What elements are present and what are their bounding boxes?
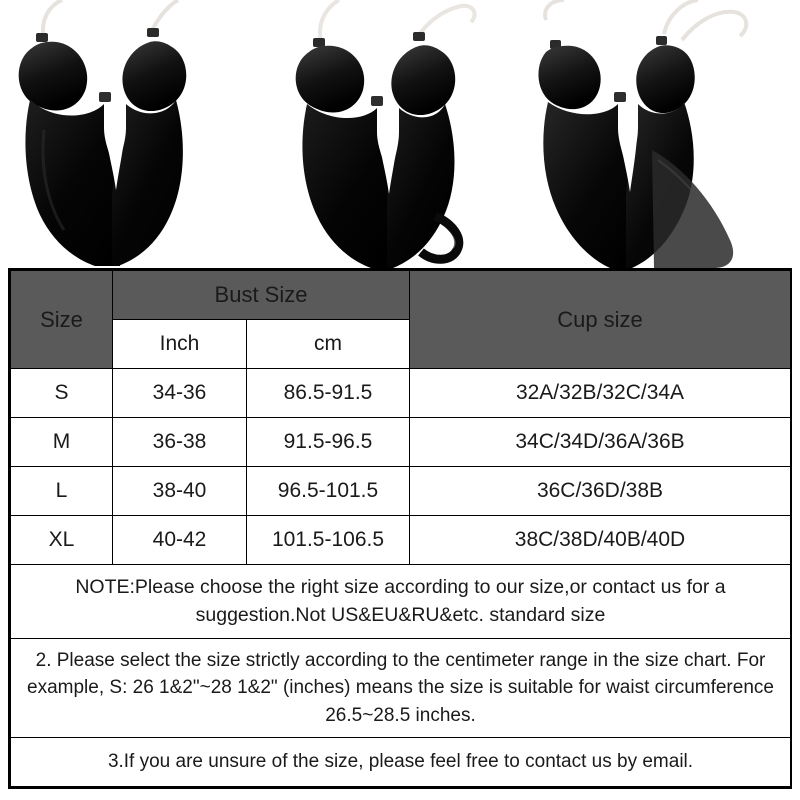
cell-size: S — [11, 369, 113, 418]
note-row-2 — [11, 638, 791, 738]
cell-size: L — [11, 467, 113, 516]
subheader-cm: cm — [247, 320, 410, 369]
cell-cm: 91.5-96.5 — [247, 418, 410, 467]
note-text-1: NOTE:Please choose the right size according to our size,or contact us for a suggestion.Not US&EU&RU&etc. standard size — [11, 565, 791, 639]
table-row — [11, 516, 791, 565]
note-row-1 — [11, 565, 791, 639]
cell-size: M — [11, 418, 113, 467]
note-text-2: 2. Please select the size strictly according to the centimeter range in the size chart. For example, S: 26 1&2"~28 1&2" (inches) means the size is suitable for waist circumference 26.5~28.5 inches. — [11, 638, 791, 738]
cell-cm: 101.5-106.5 — [247, 516, 410, 565]
product-image-angled — [267, 0, 533, 268]
cell-inch: 40-42 — [113, 516, 247, 565]
table-row — [11, 418, 791, 467]
cell-cup: 36C/36D/38B — [410, 467, 791, 516]
product-image-strip — [0, 0, 800, 268]
cell-inch: 38-40 — [113, 467, 247, 516]
product-image-back — [534, 0, 800, 268]
note-text-3: 3.If you are unsure of the size, please feel free to contact us by email. — [11, 738, 791, 787]
cell-cup: 38C/38D/40B/40D — [410, 516, 791, 565]
table-row — [11, 369, 791, 418]
header-cup-size: Cup size — [410, 271, 791, 369]
header-size: Size — [11, 271, 113, 369]
product-image-front — [0, 0, 266, 268]
cell-size: XL — [11, 516, 113, 565]
subheader-inch: Inch — [113, 320, 247, 369]
cell-cup: 32A/32B/32C/34A — [410, 369, 791, 418]
table-header-row — [11, 271, 791, 320]
cell-inch: 36-38 — [113, 418, 247, 467]
table-row — [11, 467, 791, 516]
header-bust-size: Bust Size — [113, 271, 410, 320]
size-chart-table — [10, 270, 791, 787]
note-row-3 — [11, 738, 791, 787]
cell-cm: 96.5-101.5 — [247, 467, 410, 516]
size-chart-table-wrapper — [8, 268, 792, 789]
cell-inch: 34-36 — [113, 369, 247, 418]
cell-cup: 34C/34D/36A/36B — [410, 418, 791, 467]
cell-cm: 86.5-91.5 — [247, 369, 410, 418]
